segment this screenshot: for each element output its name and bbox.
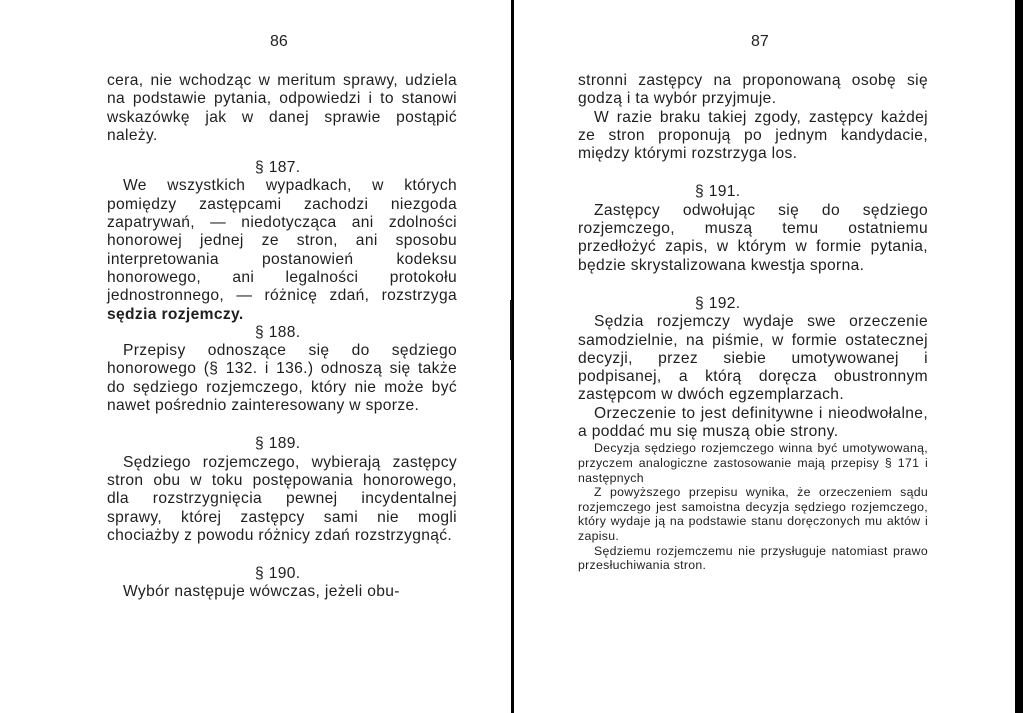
paragraph-intro-2: W razie braku takiej zgody, zastępcy każdej ze stron proponują po jednym kandydacie, między którymi rozstrzyga los. bbox=[578, 108, 928, 163]
gutter-mark bbox=[510, 300, 512, 360]
paragraph-intro-1: stronni zastępcy na proponowaną osobę się godzą i ta wybór przyjmuje. bbox=[578, 72, 928, 108]
section-191-text: Zastępcy odwołując się do sędziego rozjemczego, muszą temu ostatniemu przedłożyć zapis, w którym w formie pytania, będzie skrystalizowana kwestja sporna. bbox=[578, 201, 928, 274]
left-page-text bbox=[107, 72, 457, 602]
section-187-main: We wszystkich wypadkach, w których pomiędzy zastępcami zachodzi niezgoda zapatrywań, — niedotycząca ani zdolności honorowej jednej ze stron, ani sposobu interpretowania postanowień kodeksu honorowego, ani legalności protokołu jednostronnego, — różnicę zdań, rozstrzyga bbox=[107, 177, 457, 305]
right-page-text bbox=[578, 72, 928, 573]
right-page bbox=[514, 0, 1015, 713]
section-heading-192: § 192. bbox=[695, 294, 741, 312]
section-187-bold: sędzia rozjemczy. bbox=[107, 305, 244, 323]
section-heading-189: § 189. bbox=[255, 435, 301, 453]
section-190-text: Wybór następuje wówczas, jeżeli obu- bbox=[123, 583, 400, 601]
section-192-text-1: Sędzia rozjemczy wydaje swe orzeczenie samodzielnie, na piśmie, w formie ostatecznej decyzji, przez siebie umotywowanej i podpisanej, a którą doręcza obustronnym zastępcom w dwóch egzemplarzach. bbox=[578, 313, 928, 404]
page-number-left: 86 bbox=[270, 33, 288, 50]
paragraph-intro: cera, nie wchodząc w meritum sprawy, udziela na podstawie pytania, odpowiedzi i to stanowi wskazówkę jak w danej sprawie postąpić należy. bbox=[107, 72, 457, 144]
section-187-text bbox=[107, 177, 457, 323]
section-189-text: Sędziego rozjemczego, wybierają zastępcy stron obu w toku postępowania honorowego, dla rozstrzygnięcia pewnej incydentalnej sprawy, której zastępcy sami nie mogli chociażby z powodu różnicy zdań rozstrzygnąć. bbox=[107, 453, 457, 544]
section-heading-188: § 188. bbox=[255, 323, 301, 341]
section-188-text: Przepisy odnoszące się do sędziego honorowego (§ 132. i 136.) odnoszą się także do sędziego rozjemczego, który nie może być nawet pośrednio zainteresowany w sporze. bbox=[107, 342, 457, 415]
footnote-3: Sędziemu rozjemczemu nie przysługuje natomiast prawo przesłuchiwania stron. bbox=[578, 543, 928, 573]
section-heading-187: § 187. bbox=[255, 159, 301, 177]
footnote-2: Z powyższego przepisu wynika, że orzeczeniem sądu rozjemczego jest samoistna decyzja sędziego rozjemczego, który wydaje ją na podstawie stanu doręczonych mu aktów i zapisu. bbox=[578, 485, 928, 543]
section-heading-191: § 191. bbox=[695, 183, 741, 201]
footnote-1: Decyzja sędziego rozjemczego winna być umotywowaną, przyczem analogiczne zastosowanie mają przepisy § 171 i następnych bbox=[578, 441, 928, 485]
page-number-right: 87 bbox=[751, 33, 769, 50]
section-heading-190: § 190. bbox=[255, 565, 301, 583]
section-192-text-2: Orzeczenie to jest definitywne i nieodwołalne, a poddać mu się muszą obie strony. bbox=[578, 404, 928, 441]
left-page bbox=[0, 0, 511, 713]
